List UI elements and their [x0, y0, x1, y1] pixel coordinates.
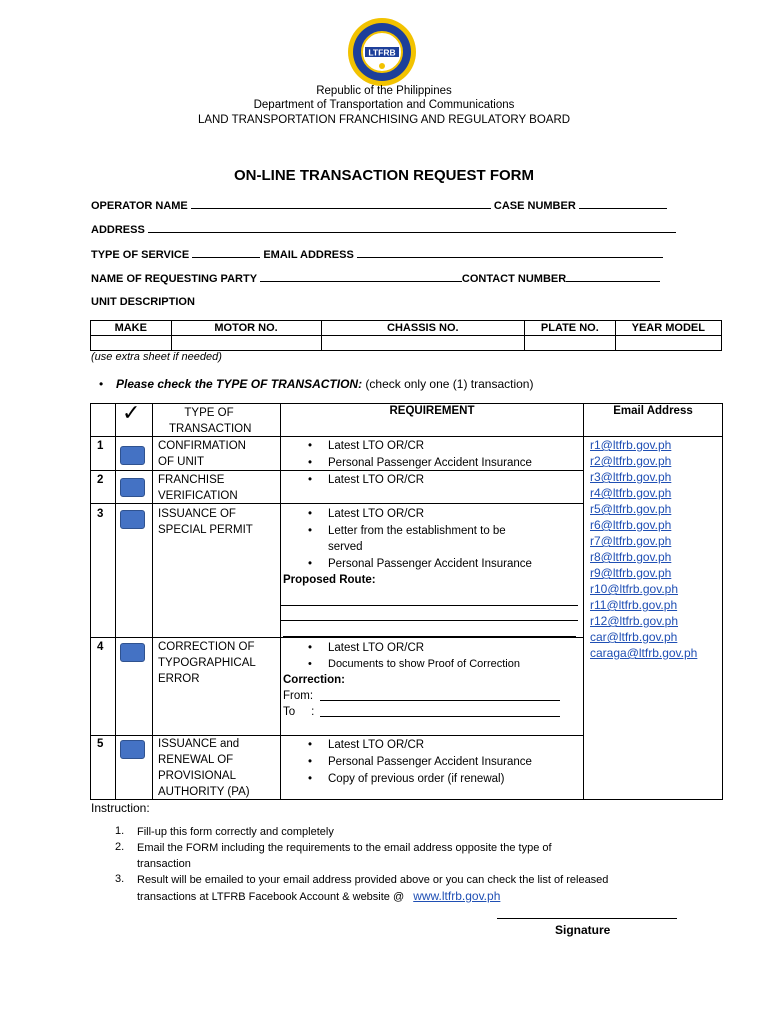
email-link-r1[interactable]: r1@ltfrb.gov.ph: [590, 438, 672, 452]
email-link-r12[interactable]: r12@ltfrb.gov.ph: [590, 614, 679, 628]
check-instruction-rest: (check only one (1) transaction): [362, 377, 534, 391]
row2-req1: • Latest LTO OR/CR: [328, 472, 424, 488]
provisional-authority-checkbox[interactable]: [120, 740, 145, 759]
header-department: Department of Transportation and Communications: [253, 99, 515, 111]
service-email-row: [91, 247, 663, 261]
motor-no-cell[interactable]: [171, 336, 321, 351]
address-row: [91, 222, 676, 236]
row5-req1: • Latest LTO OR/CR: [328, 737, 424, 753]
row3-req2: • Letter from the establishment to be: [328, 523, 506, 539]
type-of-service-label: TYPE OF SERVICE: [91, 249, 190, 261]
row1-type-line1: CONFIRMATION: [158, 440, 246, 452]
bullet-dot: •: [99, 377, 104, 391]
instruction-label: Instruction:: [91, 801, 150, 815]
operator-name-field[interactable]: [191, 198, 491, 209]
row4-type-line1: CORRECTION OF: [158, 641, 255, 653]
email-link-car[interactable]: car@ltfrb.gov.ph: [590, 630, 678, 644]
header-board: LAND TRANSPORTATION FRANCHISING AND REGULATORY BOARD: [197, 114, 571, 126]
signature-label: Signature: [555, 923, 611, 937]
type-header-cell: [152, 403, 281, 437]
correction-from-label: From:: [283, 690, 314, 702]
motor-no-header: MOTOR NO.: [171, 321, 321, 336]
unit-table-entry-row: [91, 336, 722, 351]
row5-req3: • Copy of previous order (if renewal): [328, 771, 504, 787]
requirement-header: REQUIREMENT: [389, 405, 475, 417]
row4-type-line2: TYPOGRAPHICAL: [158, 657, 256, 669]
ltfrb-seal-logo: [339, 16, 425, 88]
instruction-number-2: 2.: [115, 841, 125, 853]
instruction-2: Email the FORM including the requirements to the email address opposite the type of: [137, 842, 552, 854]
proposed-route-line3[interactable]: [283, 636, 576, 637]
email-link-r9[interactable]: r9@ltfrb.gov.ph: [590, 566, 672, 580]
row5-type-line3: PROVISIONAL: [158, 770, 236, 782]
chassis-no-header: CHASSIS NO.: [321, 321, 525, 336]
proposed-route-line1[interactable]: [281, 605, 578, 606]
row5-type-line1: ISSUANCE and: [158, 738, 240, 750]
row3-no-cell: [90, 503, 116, 638]
instruction-2-cont: transaction: [137, 858, 191, 870]
row3-req2-cont: served: [328, 541, 363, 553]
operator-name-row: [91, 198, 667, 212]
row5-number: 5: [97, 738, 104, 750]
row1-req1: • Latest LTO OR/CR: [328, 438, 424, 454]
type-header: TYPE OF TRANSACTION: [169, 407, 252, 435]
make-header: MAKE: [91, 321, 172, 336]
row3-number: 3: [97, 508, 104, 520]
requesting-party-label: NAME OF REQUESTING PARTY: [91, 273, 257, 285]
email-link-caraga[interactable]: caraga@ltfrb.gov.ph: [590, 646, 698, 660]
row4-number: 4: [97, 641, 104, 653]
correction-to-label: To :: [283, 706, 315, 718]
requirement-header-cell: [280, 403, 584, 437]
email-link-r11[interactable]: r11@ltfrb.gov.ph: [590, 598, 678, 612]
email-link-r5[interactable]: r5@ltfrb.gov.ph: [590, 502, 672, 516]
row4-type-line3: ERROR: [158, 673, 200, 685]
requesting-party-row: [91, 271, 660, 285]
row5-req2: • Personal Passenger Accident Insurance: [328, 754, 532, 770]
extra-sheet-note: (use extra sheet if needed): [91, 351, 222, 363]
requesting-party-field[interactable]: [260, 271, 462, 282]
contact-number-label: CONTACT NUMBER: [461, 273, 567, 285]
checkmark-icon: ✓: [122, 400, 141, 425]
header-republic: Republic of the Philippines: [316, 85, 452, 97]
row3-req3: • Personal Passenger Accident Insurance: [328, 556, 532, 572]
make-cell[interactable]: [91, 336, 172, 351]
proposed-route-label: Proposed Route:: [283, 574, 376, 586]
year-model-cell[interactable]: [615, 336, 721, 351]
instruction-3-cont: [137, 888, 500, 905]
instruction-3-cont-text: transactions at LTFRB Facebook Account & website @: [137, 891, 405, 903]
email-link-r3[interactable]: r3@ltfrb.gov.ph: [590, 470, 672, 484]
correction-to-field[interactable]: [320, 716, 560, 717]
email-address-label: EMAIL ADDRESS: [263, 249, 354, 261]
plate-no-header: PLATE NO.: [525, 321, 615, 336]
check-header-cell: [115, 400, 153, 437]
contact-number-field[interactable]: [566, 271, 660, 282]
chassis-no-cell[interactable]: [321, 336, 525, 351]
operator-name-label: OPERATOR NAME: [91, 200, 188, 212]
row3-type-line2: SPECIAL PERMIT: [158, 524, 253, 536]
instruction-number-1: 1.: [115, 825, 125, 837]
row3-req1: • Latest LTO OR/CR: [328, 506, 424, 522]
row5-type-line2: RENEWAL OF: [158, 754, 234, 766]
row2-type-line2: VERIFICATION: [158, 490, 238, 502]
row4-req2: • Documents to show Proof of Correction: [328, 656, 520, 672]
row2-req-cell: [280, 470, 584, 504]
row2-number: 2: [97, 474, 104, 486]
row4-req1: • Latest LTO OR/CR: [328, 640, 424, 656]
address-label: ADDRESS: [91, 224, 145, 236]
signature-line[interactable]: [497, 918, 677, 919]
year-model-header: YEAR MODEL: [615, 321, 721, 336]
instruction-1: Fill-up this form correctly and completely: [137, 826, 334, 838]
typographical-correction-checkbox[interactable]: [120, 643, 145, 662]
email-address-field[interactable]: [357, 247, 663, 258]
email-link-r8[interactable]: r8@ltfrb.gov.ph: [590, 550, 672, 564]
website-link[interactable]: www.ltfrb.gov.ph: [413, 889, 501, 903]
check-instruction: [99, 377, 534, 391]
email-link-r6[interactable]: r6@ltfrb.gov.ph: [590, 518, 672, 532]
special-permit-checkbox[interactable]: [120, 510, 145, 529]
confirmation-of-unit-checkbox[interactable]: [120, 446, 145, 465]
email-link-r2[interactable]: r2@ltfrb.gov.ph: [590, 454, 672, 468]
unit-table-header-row: [91, 321, 722, 336]
unit-description-label: UNIT DESCRIPTION: [91, 296, 195, 308]
address-field[interactable]: [148, 222, 676, 233]
instruction-number-3: 3.: [115, 873, 125, 885]
proposed-route-line2[interactable]: [281, 620, 578, 621]
plate-no-cell[interactable]: [525, 336, 615, 351]
unit-description-table: [90, 320, 722, 351]
instruction-3: Result will be emailed to your email address provided above or you can check the list of released: [137, 874, 609, 886]
type-of-service-field[interactable]: [192, 247, 260, 258]
correction-from-field[interactable]: [320, 700, 560, 701]
case-number-label: CASE NUMBER: [493, 200, 576, 212]
check-instruction-bold: Please check the TYPE OF TRANSACTION:: [116, 377, 363, 391]
form-title: ON-LINE TRANSACTION REQUEST FORM: [234, 167, 534, 184]
row3-type-line1: ISSUANCE OF: [158, 508, 236, 520]
correction-label: Correction:: [283, 674, 345, 686]
row1-type-line2: OF UNIT: [158, 456, 204, 468]
franchise-verification-checkbox[interactable]: [120, 478, 145, 497]
row5-type-line4: AUTHORITY (PA): [158, 786, 250, 798]
case-number-field[interactable]: [579, 198, 667, 209]
email-link-r10[interactable]: r10@ltfrb.gov.ph: [590, 582, 679, 596]
email-link-r7[interactable]: r7@ltfrb.gov.ph: [590, 534, 672, 548]
logo-text: LTFRB: [368, 47, 396, 58]
email-header: Email Address: [613, 405, 693, 417]
row1-number: 1: [97, 440, 104, 452]
no-header-cell: [90, 403, 116, 437]
row2-type-line1: FRANCHISE: [158, 474, 225, 486]
email-header-cell: [583, 403, 723, 437]
email-link-r4[interactable]: r4@ltfrb.gov.ph: [590, 486, 672, 500]
row1-req2: • Personal Passenger Accident Insurance: [328, 455, 532, 471]
